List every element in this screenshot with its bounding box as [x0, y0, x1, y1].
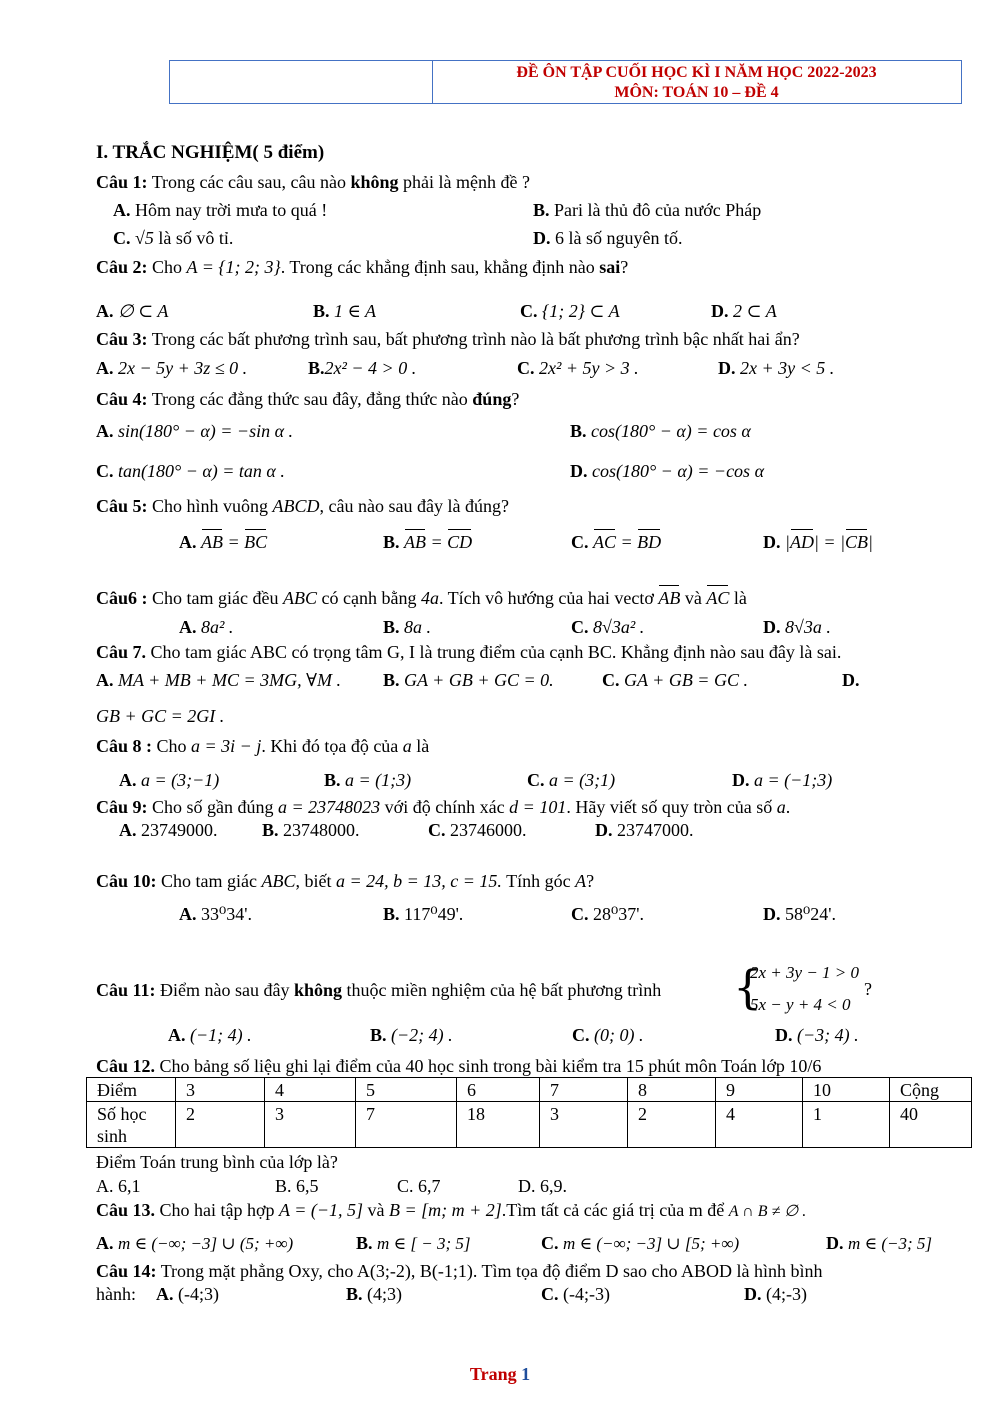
- score-table: [86, 1077, 972, 1148]
- table-cell: Cộng: [890, 1078, 972, 1102]
- equals: =: [818, 532, 841, 552]
- q11-stem: [96, 980, 661, 1001]
- q7-option-d-label[interactable]: [842, 670, 860, 691]
- q5-option-a[interactable]: [179, 532, 267, 553]
- q10-option-b[interactable]: [383, 904, 463, 925]
- option-math: m ∈ [ − 3; 5]: [377, 1234, 471, 1253]
- q13-set-a: A = (−1, 5]: [279, 1200, 363, 1220]
- table-cell: 2: [628, 1102, 716, 1148]
- q13-option-d[interactable]: [826, 1233, 932, 1254]
- q14-stem-line2: hành:: [96, 1284, 136, 1304]
- option-text: 28⁰37'.: [593, 904, 644, 924]
- q14-text: Trong mặt phẳng Oxy, cho A(3;-2), B(-1;1). Tìm tọa độ điểm D sao cho ABOD là hình bình: [156, 1261, 823, 1281]
- q6-label: Câu6 :: [96, 588, 148, 608]
- table-cell: 10: [803, 1078, 890, 1102]
- option-label: C.: [541, 1233, 559, 1253]
- q7-stem: [96, 642, 841, 663]
- q9-var: a: [776, 797, 786, 817]
- q13-text-post: .Tìm tất cả các giá trị của m để: [501, 1200, 729, 1220]
- q6-side: 4a: [420, 588, 439, 608]
- q8-option-a[interactable]: [119, 770, 219, 791]
- vector: AC: [706, 588, 730, 608]
- q8-end: là: [411, 736, 430, 756]
- abs-bar: |: [868, 532, 873, 552]
- q7-option-d[interactable]: [96, 706, 224, 727]
- system-brace: {: [733, 960, 763, 1014]
- page-footer: [0, 1364, 1000, 1385]
- table-cell: 4: [716, 1102, 803, 1148]
- header-title: ĐỀ ÔN TẬP CUỐI HỌC KÌ I NĂM HỌC 2022-2023: [516, 64, 877, 81]
- vector: AB: [658, 588, 681, 608]
- option-label: D.: [718, 358, 736, 378]
- q6-triangle: ABC: [282, 588, 317, 608]
- q4-option-c[interactable]: [96, 461, 285, 482]
- q10-option-c[interactable]: [571, 904, 644, 925]
- q2-text: Cho: [147, 257, 187, 277]
- q10-math: a = 24, b = 13, c = 15.: [336, 871, 502, 891]
- q4-option-d[interactable]: [570, 461, 764, 482]
- q12-text: Cho bảng số liệu ghi lại điểm của 40 học sinh trong bài kiểm tra 15 phút môn Toán lớp 10/6: [155, 1056, 822, 1076]
- option-math: GB + GC = 2GI .: [96, 706, 225, 726]
- option-label: B.: [262, 820, 279, 840]
- option-text: (-4;3): [173, 1284, 219, 1304]
- option-math: 1 ∈ A: [334, 301, 377, 321]
- option-label: A.: [179, 904, 197, 924]
- option-label: D.: [570, 461, 588, 481]
- option-label: A.: [96, 670, 114, 690]
- table-row: [87, 1102, 972, 1148]
- option-math: GA + GB + GC = 0.: [404, 670, 554, 690]
- option-math: 8√3a .: [785, 617, 831, 637]
- option-label: A.: [119, 770, 137, 790]
- header-box: [169, 60, 962, 104]
- q10-option-a[interactable]: [179, 904, 252, 925]
- q6-option-b[interactable]: [383, 617, 431, 638]
- option-math: a = (3;1): [549, 770, 616, 790]
- option-label: C.: [113, 228, 131, 248]
- option-text: 23749000.: [136, 820, 218, 840]
- q10-text-mid: , biết: [295, 871, 336, 891]
- option-math: cos(180° − α) = cos α: [591, 421, 751, 441]
- q13-option-a[interactable]: [96, 1233, 293, 1254]
- option-label: B.: [383, 532, 400, 552]
- table-cell: 2: [176, 1102, 265, 1148]
- q14-option-b[interactable]: [346, 1284, 402, 1305]
- q11-option-a[interactable]: [168, 1025, 252, 1046]
- abs-bar: |: [840, 532, 846, 552]
- q1-option-b[interactable]: [533, 200, 761, 221]
- q13-text-mid: và: [363, 1200, 389, 1220]
- option-label: A.: [96, 1233, 114, 1253]
- option-math: 2x + 3y < 5 .: [740, 358, 835, 378]
- q6-text-post: . Tích vô hướng của hai vectơ: [438, 588, 659, 608]
- q1-text-end: phải là mệnh đề ?: [398, 172, 530, 192]
- q8-stem: [96, 736, 429, 757]
- q9-option-c[interactable]: [428, 820, 527, 841]
- option-label: A.: [113, 200, 131, 220]
- q2-bold: sai: [599, 257, 621, 277]
- q12-stem: [96, 1056, 821, 1077]
- option-label: C.: [571, 532, 589, 552]
- option-math: m ∈ (−3; 5]: [848, 1234, 933, 1253]
- q12-option-d[interactable]: D. 6,9.: [518, 1176, 567, 1196]
- option-label: D.: [763, 532, 781, 552]
- q10-stem: [96, 871, 594, 892]
- q6-end: là: [729, 588, 747, 608]
- option-math: (0; 0) .: [594, 1025, 644, 1045]
- q6-option-d[interactable]: [763, 617, 831, 638]
- q11-text-post: thuộc miền nghiệm của hệ bất phương trình: [342, 980, 662, 1000]
- option-math: m ∈ (−∞; −3] ∪ [5; +∞): [563, 1234, 740, 1253]
- option-math: cos(180° − α) = −cos α: [592, 461, 765, 481]
- table-cell: 5: [356, 1078, 457, 1102]
- q6-text-mid: có cạnh bằng: [316, 588, 421, 608]
- q13-label: Câu 13.: [96, 1200, 156, 1220]
- q2-option-c[interactable]: [520, 301, 620, 322]
- page-number: 1: [521, 1364, 531, 1384]
- option-label: C.: [517, 358, 535, 378]
- option-math: sin(180° − α) = −sin α .: [118, 421, 294, 441]
- option-math: (−3; 4) .: [797, 1025, 859, 1045]
- q2-option-a[interactable]: [96, 301, 168, 322]
- row-head-2: sinh: [97, 1126, 128, 1146]
- q2-option-b[interactable]: [313, 301, 376, 322]
- option-label: D.: [744, 1284, 762, 1304]
- option-label: B.: [356, 1233, 373, 1253]
- q5-text-end: , câu nào sau đây là đúng?: [319, 496, 509, 516]
- q8-option-d[interactable]: [732, 770, 832, 791]
- vector: AD: [789, 532, 814, 552]
- table-cell: 1: [803, 1102, 890, 1148]
- q5-square-name: ABCD: [272, 496, 320, 516]
- q1-text: Trong các câu sau, câu nào: [147, 172, 351, 192]
- q12-option-b[interactable]: B. 6,5: [275, 1176, 319, 1196]
- q7-label: Câu 7.: [96, 642, 147, 662]
- table-cell: 8: [628, 1078, 716, 1102]
- option-text: (-4;-3): [558, 1284, 610, 1304]
- q9-stem: [96, 797, 790, 818]
- vector: AC: [593, 532, 617, 552]
- q10-option-d[interactable]: [763, 904, 836, 925]
- option-label: B.: [383, 904, 400, 924]
- option-label: B.: [383, 670, 400, 690]
- q11-eq1: 2x + 3y − 1 > 0: [750, 963, 860, 982]
- q11-eq2: 5x − y + 4 < 0: [750, 995, 851, 1014]
- q9-math-a: a = 23748023: [278, 797, 381, 817]
- q14-option-c[interactable]: [541, 1284, 610, 1305]
- vector: CD: [447, 532, 473, 552]
- option-text: 6 là số nguyên tố.: [550, 228, 683, 248]
- table-cell: [87, 1102, 176, 1148]
- q6-and: và: [680, 588, 707, 608]
- q2-label: Câu 2:: [96, 257, 148, 277]
- q1-stem: [96, 172, 530, 193]
- q14-option-a[interactable]: [156, 1284, 219, 1305]
- q1-option-d[interactable]: [533, 228, 683, 249]
- row-head: Số học: [97, 1104, 147, 1124]
- q10-triangle: ABC: [261, 871, 296, 891]
- q13-stem: [96, 1200, 806, 1221]
- option-label: B.: [383, 617, 400, 637]
- q12-option-a[interactable]: A. 6,1: [96, 1176, 141, 1196]
- option-label: A.: [179, 532, 197, 552]
- q4-text: Trong các đẳng thức sau đây, đẳng thức nào: [147, 389, 473, 409]
- q1-option-a[interactable]: [113, 200, 327, 221]
- q10-text: Cho tam giác: [156, 871, 262, 891]
- q8-text: Cho: [152, 736, 192, 756]
- q12-question: Điểm Toán trung bình của lớp là?: [96, 1152, 338, 1172]
- option-label: D.: [711, 301, 729, 321]
- table-cell: 3: [265, 1102, 356, 1148]
- option-math: a = (3;−1): [141, 770, 220, 790]
- table-cell: 3: [540, 1102, 628, 1148]
- option-math: a = (1;3): [345, 770, 412, 790]
- q9-math-d: d = 101: [509, 797, 567, 817]
- table-cell: 18: [457, 1102, 540, 1148]
- q11-qmark: ?: [864, 979, 872, 999]
- q7-option-c[interactable]: [602, 670, 748, 691]
- option-math: a = (−1;3): [754, 770, 833, 790]
- option-math: GA + GB = GC .: [624, 670, 748, 690]
- option-label: B.: [533, 200, 550, 220]
- q8-math: a = 3i − j: [191, 736, 262, 756]
- option-label: C.: [96, 461, 114, 481]
- q10-text-post: Tính góc: [501, 871, 576, 891]
- table-cell: 9: [716, 1078, 803, 1102]
- q5-text: Cho hình vuông: [147, 496, 273, 516]
- option-math: 2x − 5y + 3z ≤ 0 .: [118, 358, 248, 378]
- option-label: A.: [168, 1025, 186, 1045]
- option-math: 2 ⊂ A: [733, 301, 777, 321]
- q12-option-c[interactable]: C. 6,7: [397, 1176, 441, 1196]
- q11-option-d[interactable]: [775, 1025, 859, 1046]
- q4-label: Câu 4:: [96, 389, 148, 409]
- option-label: D.: [775, 1025, 793, 1045]
- q13-set-b: B = [m; m + 2]: [389, 1200, 502, 1220]
- option-label: D.: [826, 1233, 844, 1253]
- option-math: 8a .: [404, 617, 432, 637]
- option-label: B.: [370, 1025, 387, 1045]
- option-label: C.: [571, 904, 589, 924]
- q3-option-a[interactable]: [96, 358, 247, 379]
- q8-var: a: [402, 736, 412, 756]
- option-text: 23746000.: [445, 820, 527, 840]
- equals: =: [616, 532, 638, 552]
- option-math: 8a² .: [201, 617, 234, 637]
- q8-text-post: . Khi đó tọa độ của: [261, 736, 403, 756]
- q7-option-a[interactable]: [96, 670, 341, 691]
- q10-var: A: [575, 871, 587, 891]
- q6-stem: [96, 588, 747, 609]
- q8-option-c[interactable]: [527, 770, 615, 791]
- option-label: A.: [96, 421, 114, 441]
- q2-math: A = {1; 2; 3}: [186, 257, 281, 277]
- vector: AB: [201, 532, 223, 552]
- footer-word: Trang: [469, 1364, 517, 1384]
- q13-text: Cho hai tập hợp: [155, 1200, 280, 1220]
- q6-option-a[interactable]: [179, 617, 233, 638]
- q9-option-d[interactable]: [595, 820, 694, 841]
- vector: BC: [244, 532, 268, 552]
- q12-label: Câu 12.: [96, 1056, 156, 1076]
- option-text: 58⁰24'.: [785, 904, 836, 924]
- option-label: B.: [570, 421, 587, 441]
- q1-option-c[interactable]: [113, 228, 233, 249]
- q11-text: Điểm nào sau đây: [155, 980, 294, 1000]
- q11-option-b[interactable]: [370, 1025, 453, 1046]
- q1-label: Câu 1:: [96, 172, 148, 192]
- q4-stem: [96, 389, 519, 410]
- q5-option-d[interactable]: [763, 532, 873, 553]
- option-label: B.: [324, 770, 341, 790]
- table-cell: Điểm: [87, 1078, 176, 1102]
- q8-label: Câu 8 :: [96, 736, 153, 756]
- q6-text: Cho tam giác đều: [147, 588, 283, 608]
- option-text: Pari là thủ đô của nước Pháp: [549, 200, 762, 220]
- option-label: B.: [313, 301, 330, 321]
- option-label: C.: [571, 617, 589, 637]
- option-label: B.: [346, 1284, 363, 1304]
- vector: BD: [637, 532, 662, 552]
- q8-option-b[interactable]: [324, 770, 411, 791]
- equals: =: [426, 532, 448, 552]
- q14-option-d[interactable]: [744, 1284, 807, 1305]
- option-text: 33⁰34'.: [201, 904, 252, 924]
- option-label: A.: [96, 358, 114, 378]
- q13-option-c[interactable]: [541, 1233, 739, 1254]
- option-math: (−2; 4) .: [391, 1025, 453, 1045]
- q11-label: Câu 11:: [96, 980, 156, 1000]
- option-label: D.: [842, 670, 860, 690]
- option-label: D.: [732, 770, 750, 790]
- q10-end: ?: [586, 871, 595, 891]
- q9-text-mid: với độ chính xác: [380, 797, 510, 817]
- option-text: (4;3): [362, 1284, 403, 1304]
- option-math: tan(180° − α) = tan α .: [118, 461, 285, 481]
- q14-label: Câu 14:: [96, 1261, 157, 1281]
- option-label: A.: [119, 820, 137, 840]
- q3-text: Trong các bất phương trình sau, bất phương trình nào là bất phương trình bậc nhất hai ẩn?: [147, 329, 800, 349]
- q11-option-c[interactable]: [572, 1025, 643, 1046]
- option-label: A.: [179, 617, 197, 637]
- q4-option-a[interactable]: [96, 421, 293, 442]
- q3-option-d[interactable]: [718, 358, 834, 379]
- option-label: C.: [527, 770, 545, 790]
- q4-bold: đúng: [472, 389, 512, 409]
- option-text: Hôm nay trời mưa to quá !: [130, 200, 328, 220]
- option-math: 2x² + 5y > 3 .: [539, 358, 639, 378]
- table-cell: 40: [890, 1102, 972, 1148]
- option-text: là số vô tỉ.: [153, 228, 234, 248]
- q7-text: Cho tam giác ABC có trọng tâm G, I là trung điểm của cạnh BC. Khẳng định nào sau đây là sai.: [146, 642, 842, 662]
- q4-end: ?: [511, 389, 520, 409]
- header-subject: MÔN: TOÁN 10 – ĐỀ 4: [614, 84, 779, 101]
- q3-label: Câu 3:: [96, 329, 148, 349]
- option-label: C.: [428, 820, 446, 840]
- q4-option-b[interactable]: [570, 421, 751, 442]
- q2-end: ?: [620, 257, 629, 277]
- option-math: ∅ ⊂ A: [118, 301, 169, 321]
- q9-option-b[interactable]: [262, 820, 360, 841]
- q1-bold: không: [350, 172, 399, 192]
- q9-option-a[interactable]: [119, 820, 218, 841]
- q9-text: Cho số gần đúng: [147, 797, 279, 817]
- option-math: 8√3a² .: [593, 617, 645, 637]
- q2-option-d[interactable]: [711, 301, 777, 322]
- option-text: 23747000.: [612, 820, 694, 840]
- q5-stem: [96, 496, 509, 517]
- table-cell: 3: [176, 1078, 265, 1102]
- q2-stem: [96, 257, 628, 278]
- q13-option-b[interactable]: [356, 1233, 471, 1254]
- q6-option-c[interactable]: [571, 617, 644, 638]
- q9-text-post: . Hãy viết số quy tròn của số: [566, 797, 777, 817]
- vector: AB: [404, 532, 427, 552]
- section-title: I. TRẮC NGHIỆM( 5 điểm): [96, 142, 325, 163]
- q5-label: Câu 5:: [96, 496, 148, 516]
- option-text: 23748000.: [278, 820, 360, 840]
- table-cell: 4: [265, 1078, 356, 1102]
- q11-bold: không: [293, 980, 343, 1000]
- table-cell: 7: [356, 1102, 457, 1148]
- option-label: D.: [533, 228, 551, 248]
- q3-stem: [96, 329, 800, 350]
- abs-bar: |: [813, 532, 819, 552]
- option-math: {1; 2} ⊂ A: [542, 301, 620, 321]
- option-text: 117⁰49'.: [404, 904, 464, 924]
- abs-bar: |: [785, 532, 790, 552]
- option-label: C.: [572, 1025, 590, 1045]
- option-label: C.: [602, 670, 620, 690]
- q5-option-b[interactable]: [383, 532, 472, 553]
- q7-option-b[interactable]: [383, 670, 554, 691]
- q13-condition: A ∩ B ≠ ∅ .: [728, 1203, 807, 1220]
- option-label: C.: [520, 301, 538, 321]
- option-math: (−1; 4) .: [190, 1025, 252, 1045]
- option-label: D.: [763, 904, 781, 924]
- table-cell: 7: [540, 1078, 628, 1102]
- q2-text-mid: . Trong các khẳng định sau, khẳng định nào: [280, 257, 600, 277]
- option-label: C.: [541, 1284, 559, 1304]
- q10-label: Câu 10:: [96, 871, 157, 891]
- option-math: MA + MB + MC = 3MG, ∀M .: [118, 670, 341, 690]
- q5-option-c[interactable]: [571, 532, 661, 553]
- option-label: B.: [308, 358, 325, 378]
- q3-option-c[interactable]: [517, 358, 639, 379]
- table-cell: 6: [457, 1078, 540, 1102]
- option-math: m ∈ (−∞; −3] ∪ (5; +∞): [118, 1234, 294, 1253]
- vector: CB: [845, 532, 869, 552]
- option-label: D.: [595, 820, 613, 840]
- equals: =: [223, 532, 245, 552]
- option-label: A.: [96, 301, 114, 321]
- table-row: [87, 1078, 972, 1102]
- option-label: A.: [156, 1284, 174, 1304]
- q14-stem: [96, 1261, 822, 1282]
- option-label: D.: [763, 617, 781, 637]
- q9-end: .: [785, 797, 791, 817]
- option-math: 2x² − 4 > 0 .: [324, 358, 417, 378]
- q9-label: Câu 9:: [96, 797, 148, 817]
- option-text: (4;-3): [761, 1284, 807, 1304]
- q3-option-b[interactable]: [308, 358, 416, 379]
- option-math: √5: [135, 228, 154, 248]
